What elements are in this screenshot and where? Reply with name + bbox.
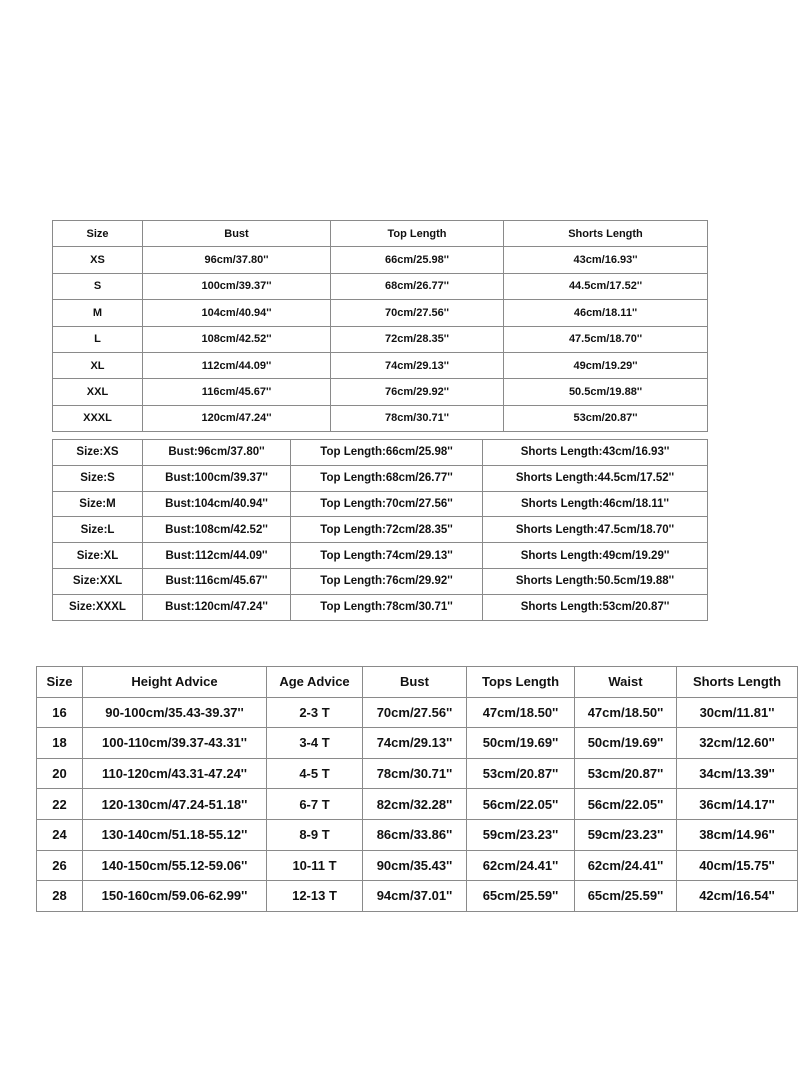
table-row bbox=[53, 247, 708, 273]
table-cell: Top Length:66cm/25.98'' bbox=[291, 440, 483, 466]
table-cell: 6-7 T bbox=[267, 789, 363, 820]
table-cell: 20 bbox=[37, 758, 83, 789]
table-cell: 36cm/14.17'' bbox=[677, 789, 798, 820]
table-cell: 44.5cm/17.52'' bbox=[504, 273, 708, 299]
table-cell: 130-140cm/51.18-55.12'' bbox=[83, 819, 267, 850]
table-cell: 34cm/13.39'' bbox=[677, 758, 798, 789]
table-cell: Top Length:78cm/30.71'' bbox=[291, 594, 483, 620]
table-cell: 40cm/15.75'' bbox=[677, 850, 798, 881]
table-cell: 47cm/18.50'' bbox=[467, 697, 575, 728]
table-cell: 42cm/16.54'' bbox=[677, 881, 798, 912]
table-cell: 150-160cm/59.06-62.99'' bbox=[83, 881, 267, 912]
table-cell: 59cm/23.23'' bbox=[575, 819, 677, 850]
table-row bbox=[53, 273, 708, 299]
table-cell: 50cm/19.69'' bbox=[575, 728, 677, 759]
table-header-row bbox=[53, 221, 708, 247]
table-cell: 43cm/16.93'' bbox=[504, 247, 708, 273]
table-cell: 47.5cm/18.70'' bbox=[504, 326, 708, 352]
table-cell: Top Length:70cm/27.56'' bbox=[291, 491, 483, 517]
table-cell: 110-120cm/43.31-47.24'' bbox=[83, 758, 267, 789]
table-cell: 100cm/39.37'' bbox=[143, 273, 331, 299]
table-row bbox=[53, 465, 708, 491]
table-cell: 78cm/30.71'' bbox=[363, 758, 467, 789]
header-cell: Size bbox=[53, 221, 143, 247]
table-cell: Shorts Length:49cm/19.29'' bbox=[483, 543, 708, 569]
table-cell: Top Length:72cm/28.35'' bbox=[291, 517, 483, 543]
table-cell: Shorts Length:47.5cm/18.70'' bbox=[483, 517, 708, 543]
table-row bbox=[53, 300, 708, 326]
table-cell: 65cm/25.59'' bbox=[467, 881, 575, 912]
table-cell: Size:L bbox=[53, 517, 143, 543]
header-cell: Shorts Length bbox=[504, 221, 708, 247]
header-cell: Waist bbox=[575, 667, 677, 698]
table-row bbox=[53, 405, 708, 431]
table-row bbox=[53, 491, 708, 517]
table-cell: 70cm/27.56'' bbox=[331, 300, 504, 326]
size-table-labeled bbox=[52, 439, 708, 621]
table-cell: Bust:120cm/47.24'' bbox=[143, 594, 291, 620]
table-cell: 120cm/47.24'' bbox=[143, 405, 331, 431]
table-cell: 38cm/14.96'' bbox=[677, 819, 798, 850]
table-row bbox=[37, 697, 798, 728]
table-cell: 50cm/19.69'' bbox=[467, 728, 575, 759]
table-cell: 104cm/40.94'' bbox=[143, 300, 331, 326]
header-cell: Top Length bbox=[331, 221, 504, 247]
table-cell: 49cm/19.29'' bbox=[504, 352, 708, 378]
table-cell: XXL bbox=[53, 379, 143, 405]
header-cell: Height Advice bbox=[83, 667, 267, 698]
table-row bbox=[53, 440, 708, 466]
table-row bbox=[37, 819, 798, 850]
table-cell: Bust:104cm/40.94'' bbox=[143, 491, 291, 517]
table-cell: Size:XXL bbox=[53, 568, 143, 594]
table-row bbox=[53, 594, 708, 620]
table-cell: 26 bbox=[37, 850, 83, 881]
table-cell: S bbox=[53, 273, 143, 299]
table-cell: 22 bbox=[37, 789, 83, 820]
table-row bbox=[53, 543, 708, 569]
size-table-kids bbox=[36, 666, 798, 912]
table-cell: 120-130cm/47.24-51.18'' bbox=[83, 789, 267, 820]
table-cell: Bust:96cm/37.80'' bbox=[143, 440, 291, 466]
table-cell: 90cm/35.43'' bbox=[363, 850, 467, 881]
table-cell: 100-110cm/39.37-43.31'' bbox=[83, 728, 267, 759]
table-cell: Bust:116cm/45.67'' bbox=[143, 568, 291, 594]
table-cell: 30cm/11.81'' bbox=[677, 697, 798, 728]
table-cell: 62cm/24.41'' bbox=[467, 850, 575, 881]
table-cell: M bbox=[53, 300, 143, 326]
table-row bbox=[37, 789, 798, 820]
table-cell: 78cm/30.71'' bbox=[331, 405, 504, 431]
table-cell: 28 bbox=[37, 881, 83, 912]
table-cell: 74cm/29.13'' bbox=[331, 352, 504, 378]
table-row bbox=[53, 326, 708, 352]
table-cell: 59cm/23.23'' bbox=[467, 819, 575, 850]
table-cell: Shorts Length:44.5cm/17.52'' bbox=[483, 465, 708, 491]
table-cell: 72cm/28.35'' bbox=[331, 326, 504, 352]
table-cell: 12-13 T bbox=[267, 881, 363, 912]
table-cell: Top Length:76cm/29.92'' bbox=[291, 568, 483, 594]
table-cell: Size:XS bbox=[53, 440, 143, 466]
table-row bbox=[37, 850, 798, 881]
table-cell: Size:XXXL bbox=[53, 594, 143, 620]
table-cell: Shorts Length:53cm/20.87'' bbox=[483, 594, 708, 620]
header-cell: Shorts Length bbox=[677, 667, 798, 698]
table-row bbox=[37, 758, 798, 789]
table-header-row bbox=[37, 667, 798, 698]
table-cell: 4-5 T bbox=[267, 758, 363, 789]
table-cell: 62cm/24.41'' bbox=[575, 850, 677, 881]
table-cell: Top Length:68cm/26.77'' bbox=[291, 465, 483, 491]
table-cell: 56cm/22.05'' bbox=[467, 789, 575, 820]
table-row bbox=[53, 568, 708, 594]
table-cell: XXXL bbox=[53, 405, 143, 431]
header-cell: Age Advice bbox=[267, 667, 363, 698]
table-cell: 16 bbox=[37, 697, 83, 728]
table-cell: 46cm/18.11'' bbox=[504, 300, 708, 326]
table-cell: 66cm/25.98'' bbox=[331, 247, 504, 273]
table-cell: 53cm/20.87'' bbox=[504, 405, 708, 431]
table-cell: 10-11 T bbox=[267, 850, 363, 881]
table-cell: 65cm/25.59'' bbox=[575, 881, 677, 912]
table-cell: Shorts Length:50.5cm/19.88'' bbox=[483, 568, 708, 594]
header-cell: Bust bbox=[363, 667, 467, 698]
table-cell: 53cm/20.87'' bbox=[467, 758, 575, 789]
table-cell: 94cm/37.01'' bbox=[363, 881, 467, 912]
header-cell: Size bbox=[37, 667, 83, 698]
table-cell: Bust:108cm/42.52'' bbox=[143, 517, 291, 543]
table-cell: 140-150cm/55.12-59.06'' bbox=[83, 850, 267, 881]
table-row bbox=[53, 379, 708, 405]
table-cell: 8-9 T bbox=[267, 819, 363, 850]
table-cell: Shorts Length:43cm/16.93'' bbox=[483, 440, 708, 466]
table-cell: 108cm/42.52'' bbox=[143, 326, 331, 352]
table-cell: XL bbox=[53, 352, 143, 378]
table-cell: Size:M bbox=[53, 491, 143, 517]
table-cell: 112cm/44.09'' bbox=[143, 352, 331, 378]
table-cell: L bbox=[53, 326, 143, 352]
table-cell: Size:XL bbox=[53, 543, 143, 569]
table-cell: 50.5cm/19.88'' bbox=[504, 379, 708, 405]
table-row bbox=[37, 881, 798, 912]
table-cell: Size:S bbox=[53, 465, 143, 491]
table-cell: Bust:100cm/39.37'' bbox=[143, 465, 291, 491]
table-cell: 24 bbox=[37, 819, 83, 850]
table-cell: 116cm/45.67'' bbox=[143, 379, 331, 405]
table-cell: 90-100cm/35.43-39.37'' bbox=[83, 697, 267, 728]
table-cell: 56cm/22.05'' bbox=[575, 789, 677, 820]
table-cell: 2-3 T bbox=[267, 697, 363, 728]
table-cell: XS bbox=[53, 247, 143, 273]
header-cell: Bust bbox=[143, 221, 331, 247]
table-row bbox=[37, 728, 798, 759]
table-cell: 86cm/33.86'' bbox=[363, 819, 467, 850]
table-cell: 3-4 T bbox=[267, 728, 363, 759]
table-cell: Top Length:74cm/29.13'' bbox=[291, 543, 483, 569]
table-cell: 18 bbox=[37, 728, 83, 759]
table-cell: Shorts Length:46cm/18.11'' bbox=[483, 491, 708, 517]
table-row bbox=[53, 517, 708, 543]
table-cell: 74cm/29.13'' bbox=[363, 728, 467, 759]
table-cell: 32cm/12.60'' bbox=[677, 728, 798, 759]
table-cell: 53cm/20.87'' bbox=[575, 758, 677, 789]
size-table-basic bbox=[52, 220, 708, 432]
table-cell: 68cm/26.77'' bbox=[331, 273, 504, 299]
table-cell: 82cm/32.28'' bbox=[363, 789, 467, 820]
table-cell: 47cm/18.50'' bbox=[575, 697, 677, 728]
table-cell: 70cm/27.56'' bbox=[363, 697, 467, 728]
table-cell: Bust:112cm/44.09'' bbox=[143, 543, 291, 569]
table-cell: 96cm/37.80'' bbox=[143, 247, 331, 273]
table-cell: 76cm/29.92'' bbox=[331, 379, 504, 405]
table-row bbox=[53, 352, 708, 378]
header-cell: Tops Length bbox=[467, 667, 575, 698]
